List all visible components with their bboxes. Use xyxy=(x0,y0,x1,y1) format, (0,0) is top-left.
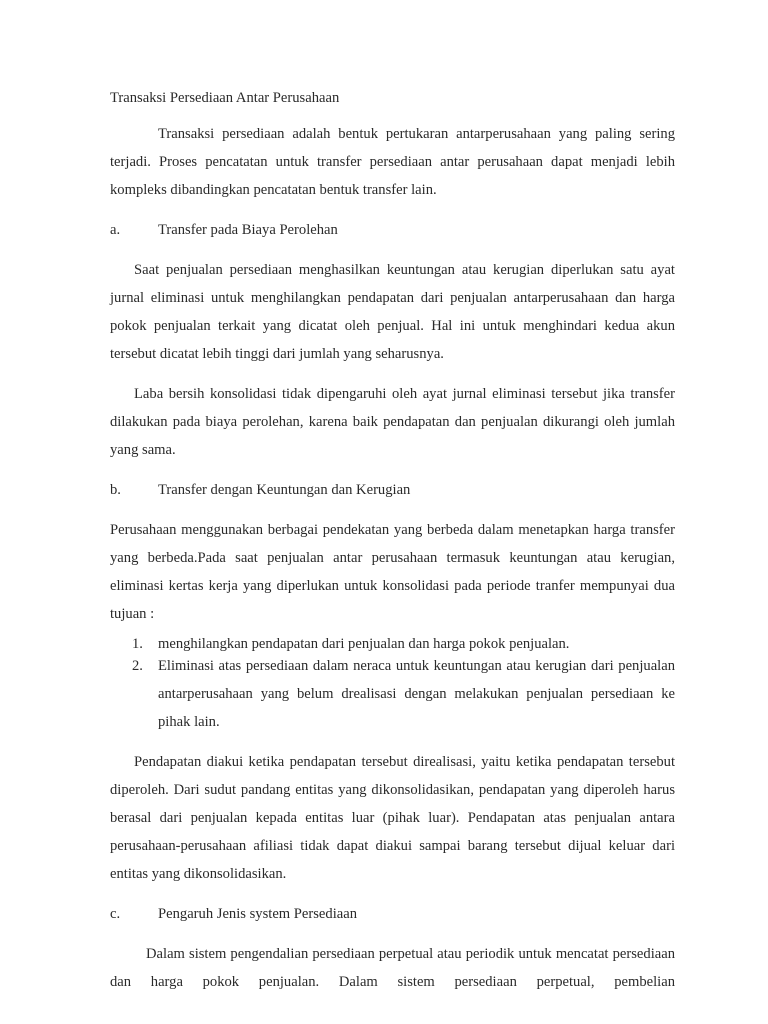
section-a-title: Transfer pada Biaya Perolehan xyxy=(158,222,338,238)
section-a-heading xyxy=(110,216,675,244)
section-c-heading xyxy=(110,900,675,928)
list-item-number: 2. xyxy=(132,658,143,674)
section-c-paragraph-1: Dalam sistem pengendalian persediaan perpetual atau periodik untuk mencatat persediaan dan harga pokok penjualan. Dalam sistem persediaan perpetual, pembelian xyxy=(110,946,675,990)
list-item xyxy=(110,652,675,736)
list-item xyxy=(110,634,675,654)
section-a-marker: a. xyxy=(110,222,121,238)
section-b-marker: b. xyxy=(110,482,121,498)
section-c-marker: c. xyxy=(110,906,121,922)
section-c-title: Pengaruh Jenis system Persediaan xyxy=(158,906,358,922)
intro-paragraph: Transaksi persediaan adalah bentuk pertukaran antarperusahaan yang paling sering terjadi. Proses pencatatan untuk transfer persediaan antar perusahaan dapat menjadi lebih kompleks dibandingkan pencatatan bentuk transfer lain. xyxy=(110,126,675,198)
list-item-text: menghilangkan pendapatan dari penjualan dan harga pokok penjualan. xyxy=(158,636,570,652)
list-item-text: Eliminasi atas persediaan dalam neraca untuk keuntungan atau kerugian dari penjualan antarperusahaan yang belum drealisasi dengan melakukan penjualan persediaan ke pihak lain. xyxy=(158,658,675,730)
document-title: Transaksi Persediaan Antar Perusahaan xyxy=(110,90,340,106)
section-b-title: Transfer dengan Keuntungan dan Kerugian xyxy=(158,482,411,498)
section-a-paragraph-1: Saat penjualan persediaan menghasilkan keuntungan atau kerugian diperlukan satu ayat jurnal eliminasi untuk menghilangkan pendapatan dari penjualan antarperusahaan dan harga pokok penjualan terkait yang dicatat oleh penjual. Hal ini untuk menghindari kedua akun tersebut dicatat lebih tinggi dari jumlah yang seharusnya. xyxy=(110,262,675,362)
section-b-paragraph-2: Pendapatan diakui ketika pendapatan tersebut direalisasi, yaitu ketika pendapatan tersebut diperoleh. Dari sudut pandang entitas yang dikonsolidasikan, pendapatan yang diperoleh harus berasal dari penjualan kepada entitas luar (pihak luar). Pendapatan atas penjualan antara perusahaan-perusahaan afiliasi tidak dapat diakui sampai barang tersebut dijual keluar dari entitas yang dikonsolidasikan. xyxy=(110,754,675,882)
list-item-number: 1. xyxy=(132,636,143,652)
section-b-list xyxy=(110,634,675,736)
section-b-paragraph-1: Perusahaan menggunakan berbagai pendekatan yang berbeda dalam menetapkan harga transfer yang berbeda.Pada saat penjualan antar perusahaan termasuk keuntungan atau kerugian, eliminasi kertas kerja yang diperlukan untuk konsolidasi pada periode tranfer mempunyai dua tujuan : xyxy=(110,522,675,622)
section-a-paragraph-2: Laba bersih konsolidasi tidak dipengaruhi oleh ayat jurnal eliminasi tersebut jika transfer dilakukan pada biaya perolehan, karena baik pendapatan dan penjualan dikurangi oleh jumlah yang sama. xyxy=(110,386,675,458)
section-b-heading xyxy=(110,476,675,504)
